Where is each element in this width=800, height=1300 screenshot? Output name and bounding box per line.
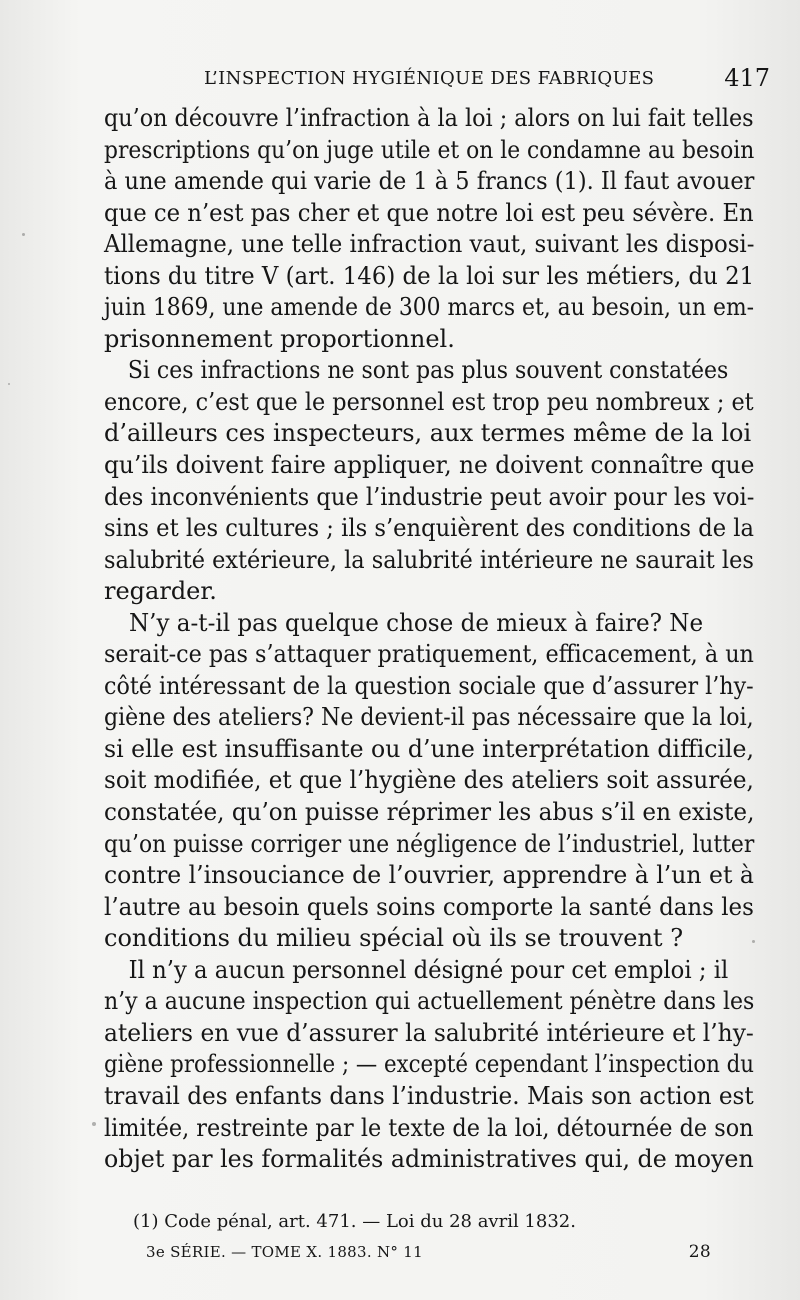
text-line: des inconvénients que l’industrie peut avoir pour les voi- [104, 482, 755, 511]
text-line: Allemagne, une telle infraction vaut, suivant les disposi- [104, 230, 755, 259]
text-line: tions du titre V (art. 146) de la loi sur les métiers, du 21 [104, 261, 755, 290]
text-line: contre l’insouciance de l’ouvrier, apprendre à l’un et à [104, 861, 754, 890]
text-line: Il n’y a aucun personnel désigné pour cet emploi ; il [128, 955, 729, 984]
text-line: d’ailleurs ces inspecteurs, aux termes même de la loi [104, 419, 752, 448]
text-line: constatée, qu’on puisse réprimer les abus s’il en existe, [104, 798, 755, 827]
footnote: (1) Code pénal, art. 471. — Loi du 28 avril 1832. [133, 1211, 576, 1232]
page-footer [146, 1240, 711, 1264]
text-line: qu’ils doivent faire appliquer, ne doivent connaître que [104, 451, 755, 480]
text-line: salubrité extérieure, la salubrité intérieure ne saurait les [104, 545, 754, 574]
text-line: qu’on découvre l’infraction à la loi ; alors on lui fait telles [104, 104, 754, 132]
text-line: regarder. [104, 577, 217, 606]
text-line: ateliers en vue d’assurer la salubrité intérieure et l’hy- [104, 1018, 754, 1047]
text-line: l’autre au besoin quels soins comporte la santé dans les [104, 892, 754, 921]
text-line: travail des enfants dans l’industrie. Mais son action est [104, 1081, 754, 1110]
text-line: côté intéressant de la question sociale que d’assurer l’hy- [104, 671, 754, 700]
text-line: si elle est insuffisante ou d’une interprétation difficile, [104, 734, 754, 763]
running-title: L’INSPECTION HYGIÉNIQUE DES FABRIQUES [204, 68, 655, 89]
paper-speck [92, 1122, 96, 1126]
paper-speck [752, 940, 755, 943]
text-line: giène des ateliers? Ne devient-il pas nécessaire que la loi, [104, 703, 754, 732]
page-number: 417 [724, 64, 770, 92]
text-line: à une amende qui varie de 1 à 5 francs (1). Il faut avouer [104, 167, 755, 196]
signature-number: 28 [688, 1242, 711, 1262]
text-line: serait-ce pas s’attaquer pratiquement, efficacement, à un [104, 640, 754, 669]
text-line: conditions du milieu spécial où ils se trouvent ? [104, 924, 684, 953]
text-line: limitée, restreinte par le texte de la loi, détournée de son [104, 1113, 754, 1142]
running-header [204, 64, 770, 98]
text-line: sins et les cultures ; ils s’enquièrent des conditions de la [104, 514, 754, 543]
text-line: objet par les formalités administratives qui, de moyen [104, 1145, 754, 1174]
text-line: prisonnement proportionnel. [104, 324, 455, 353]
text-line: encore, c’est que le personnel est trop peu nombreux ; et [104, 387, 754, 416]
text-line: Si ces infractions ne sont pas plus souvent constatées [127, 356, 729, 385]
paper-speck [22, 233, 25, 236]
text-line: N’y a-t-il pas quelque chose de mieux à faire? Ne [128, 608, 704, 637]
paper-speck [8, 383, 10, 385]
text-line: prescriptions qu’on juge utile et on le condamne au besoin [104, 135, 755, 164]
text-line: giène professionnelle ; — excepté cependant l’inspection du [104, 1050, 755, 1079]
text-line: qu’on puisse corriger une négligence de l’industriel, lutter [104, 829, 755, 858]
text-line: que ce n’est pas cher et que notre loi est peu sévère. En [104, 198, 754, 227]
text-line: soit modifiée, et que l’hygiène des ateliers soit assurée, [104, 766, 754, 795]
main-text [104, 103, 754, 1176]
text-line: juin 1869, une amende de 300 marcs et, au besoin, un em- [104, 293, 755, 322]
series-info: 3e SÉRIE. — TOME X. 1883. N° 11 [146, 1243, 423, 1261]
text-line: n’y a aucune inspection qui actuellement pénètre dans les [104, 987, 755, 1016]
